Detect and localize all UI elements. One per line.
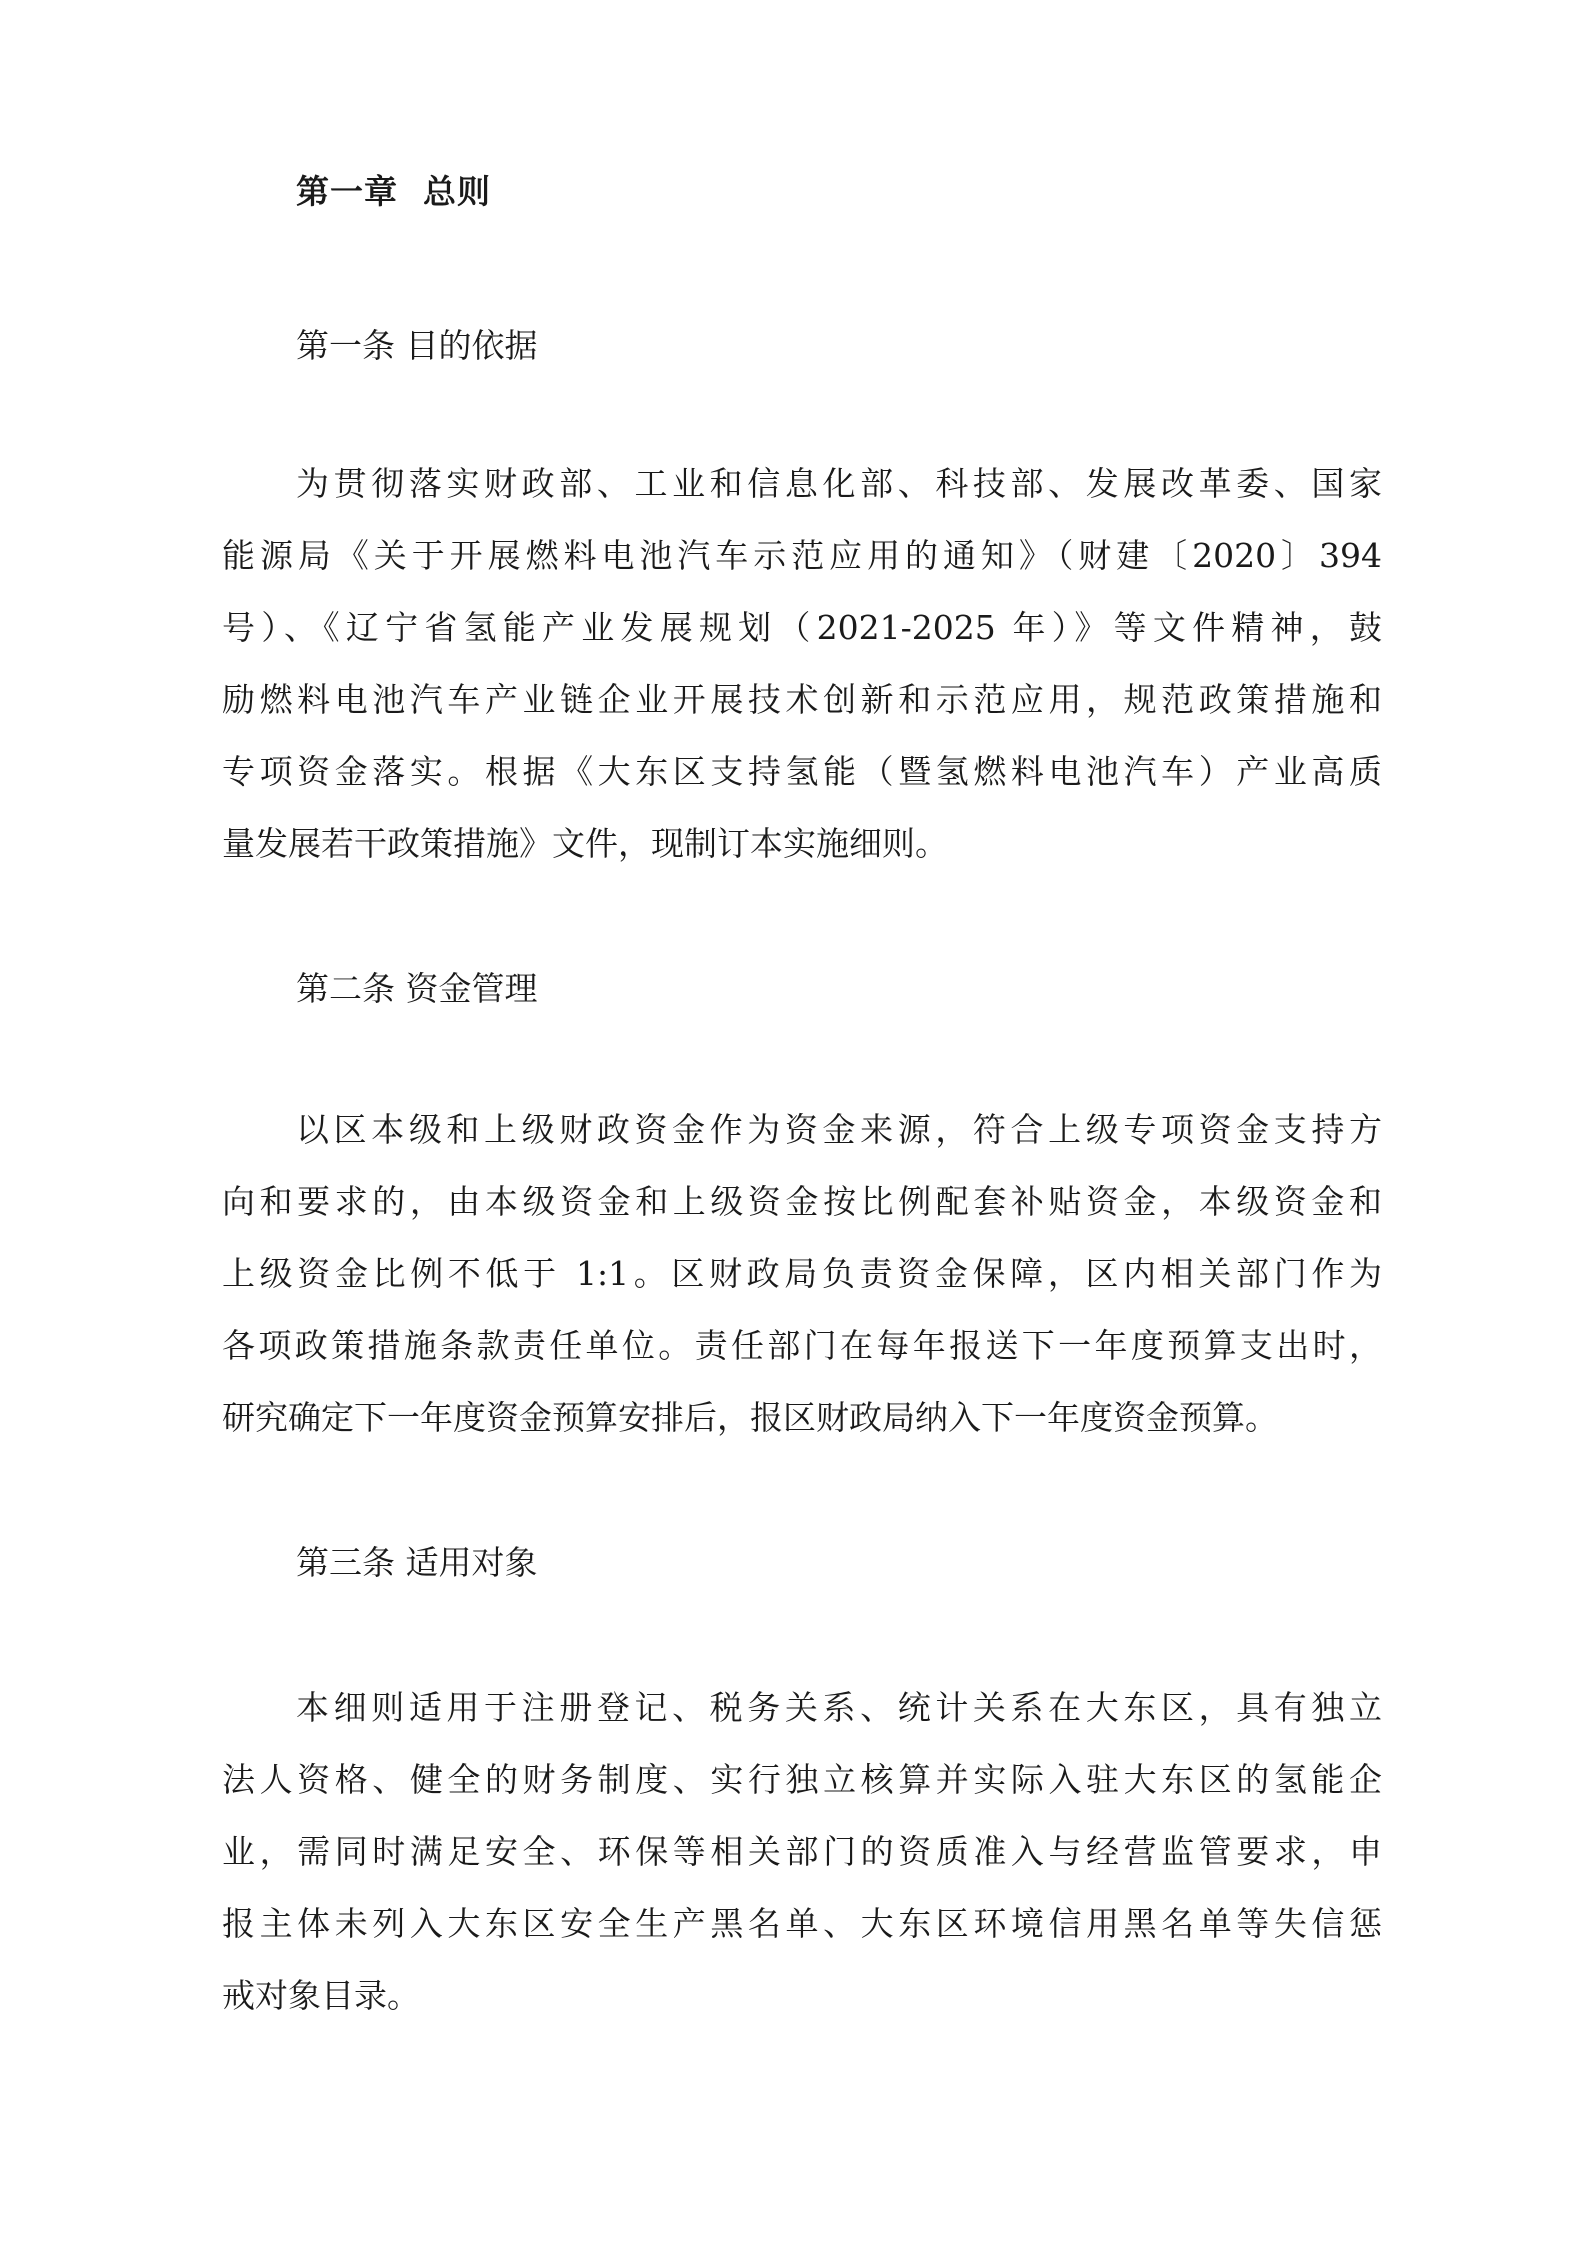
- paragraph-line: 向和要求的，由本级资金和上级资金按比例配套补贴资金，本级资金和: [222, 1182, 1382, 1221]
- paragraph-line: 研究确定下一年度资金预算安排后，报区财政局纳入下一年度资金预算。: [222, 1398, 1278, 1437]
- article-2-paragraph: [222, 1094, 1382, 1454]
- paragraph-line: 业，需同时满足安全、环保等相关部门的资质准入与经营监管要求，申: [222, 1832, 1382, 1871]
- paragraph-line: 励燃料电池汽车产业链企业开展技术创新和示范应用，规范政策措施和: [222, 680, 1382, 719]
- paragraph-line: 量发展若干政策措施》文件，现制订本实施细则。: [222, 824, 948, 863]
- paragraph-line: 戒对象目录。: [222, 1976, 420, 2015]
- paragraph-line: 各项政策措施条款责任单位。责任部门在每年报送下一年度预算支出时，: [222, 1326, 1382, 1365]
- paragraph-line: 法人资格、健全的财务制度、实行独立核算并实际入驻大东区的氢能企: [222, 1760, 1382, 1799]
- paragraph-line: 本细则适用于注册登记、税务关系、统计关系在大东区，具有独立: [296, 1688, 1382, 1727]
- article-3-heading: 第三条 适用对象: [296, 1543, 538, 1582]
- paragraph-line: 能源局《关于开展燃料电池汽车示范应用的通知》（财建〔2020〕394: [222, 536, 1382, 575]
- article-2-heading: 第二条 资金管理: [296, 969, 538, 1008]
- chapter-title: 第一章 总则: [296, 172, 491, 211]
- article-3-paragraph: [222, 1672, 1382, 2032]
- paragraph-line: 号）、《辽宁省氢能产业发展规划（2021-2025 年）》等文件精神，鼓: [222, 608, 1382, 647]
- paragraph-line: 以区本级和上级财政资金作为资金来源，符合上级专项资金支持方: [296, 1110, 1382, 1149]
- paragraph-line: 上级资金比例不低于 1:1。区财政局负责资金保障，区内相关部门作为: [222, 1254, 1382, 1293]
- paragraph-line: 专项资金落实。根据《大东区支持氢能（暨氢燃料电池汽车）产业高质: [222, 752, 1382, 791]
- article-1-paragraph: [222, 448, 1382, 880]
- paragraph-line: 为贯彻落实财政部、工业和信息化部、科技部、发展改革委、国家: [296, 464, 1382, 503]
- article-1-heading: 第一条 目的依据: [296, 326, 538, 365]
- paragraph-line: 报主体未列入大东区安全生产黑名单、大东区环境信用黑名单等失信惩: [222, 1904, 1382, 1943]
